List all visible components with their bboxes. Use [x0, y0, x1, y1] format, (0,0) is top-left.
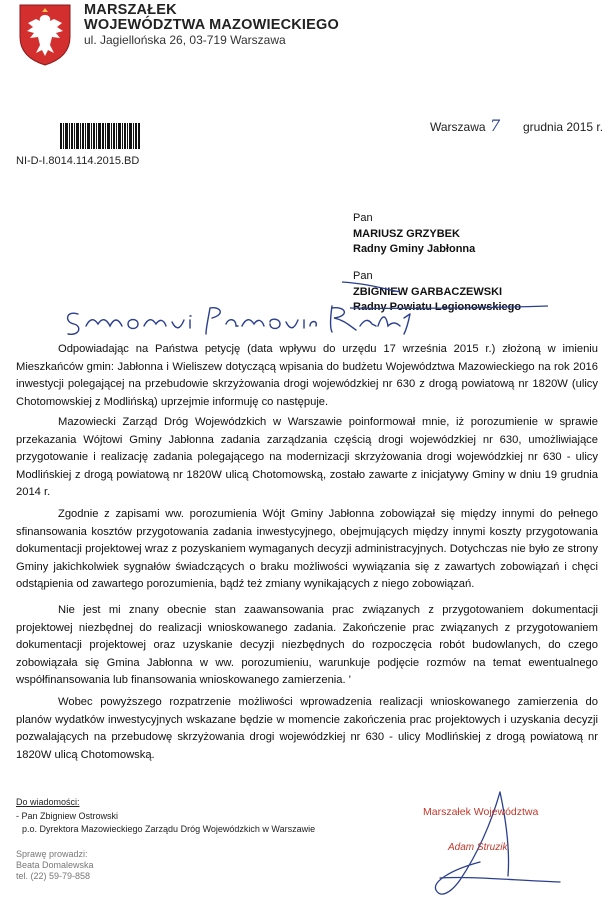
body-paragraph-4: Nie jest mi znany obecnie stan zaawansowania prac związanych z przygotowaniem dokumentacji projektowej niezbędnej do realizacji wnioskowanego zadania. Zakończenie prac związanych z przygotowaniem dokumentacji projektowej oraz uzyskanie decyzji niezbędnych do rozpoczęcia robót budowlanych, do czego zobowiązała się Gmina Jabłonna w ww. porozumieniu, warunkuje podjęcie rozmów na temat ewentualnego współfinansowania lub finansowania wnioskowanego zamierzenia. ': [16, 604, 598, 687]
prepared-by-phone: tel. (22) 59-79-858: [16, 871, 91, 881]
stamp-name: Adam Struzik: [448, 842, 508, 853]
coat-of-arms-logo: [18, 3, 72, 67]
body-paragraph-5: Wobec powyższego rozpatrzenie możliwości wprowadzenia realizacji wnioskowanego zamierzenia do planów wydatków inwestycyjnych wskazane będzie w momencie zakończenia prac projektowych i uzyskania decyzji pozwalających na przebudowę skrzyżowania drogi wojewódzkiej nr 630 - ulicy Modlińskiej z drogą powiatową nr 1820W ulicą Chotomowską.: [16, 696, 598, 761]
date-day-handwritten: 7: [490, 116, 501, 135]
barcode: [60, 123, 140, 149]
authority-address: ul. Jagiellońska 26, 03-719 Warszawa: [84, 33, 286, 47]
recipient-2-title: Pan: [353, 270, 373, 282]
recipient-2-role: Radny Powiatu Legionowskiego: [353, 301, 522, 313]
recipient-1-role: Radny Gminy Jabłonna: [353, 243, 476, 255]
cc-line-1: - Pan Zbigniew Ostrowski: [16, 811, 119, 821]
authority-name-line2: WOJEWÓDZTWA MAZOWIECKIEGO: [84, 17, 339, 33]
stamp-title: Marszałek Województwa: [423, 806, 539, 818]
body-paragraph-3: Zgodnie z zapisami ww. porozumienia Wójt Gminy Jabłonna zobowiązał się między innymi do pełnego sfinansowania kosztów przygotowania zadania inwestycyjnego, obejmujących między innymi koszty przygotowania dokumentacji projektowej wraz z pozyskaniem wymaganych decyzji administracyjnych. Dotychczas nie było ze strony Gminy jakichkolwiek sygnałów świadczących o braku możliwości wywiązania się z zawartych zobowiązań i chęci odstąpienia od zawartego porozumienia, bądź też zmiany wynikających z niego zobowiązań.: [16, 508, 598, 591]
body-paragraph-1: Odpowiadając na Państwa petycję (data wpływu do urzędu 17 września 2015 r.) złożoną w imieniu Mieszkańców gmin: Jabłonna i Wieliszew dotyczącą wpisania do budżetu Województwa Mazowieckiego na rok 2016 inwestycji polegającej na przebudowie skrzyżowania drogi wojewódzkiej nr 630 z drogą powiatową nr 1820W (ulicy Chotomowskiej z Modlińską) uprzejmie informuję co następuje.: [16, 343, 598, 408]
prepared-by-label: Sprawę prowadzi:: [16, 849, 88, 859]
recipient-1-name: MARIUSZ GRZYBEK: [353, 228, 460, 240]
date-city: Warszawa: [430, 120, 486, 134]
handwritten-salutation: [60, 296, 420, 342]
date-month-year: grudnia 2015 r.: [523, 120, 604, 134]
authority-name-line1: MARSZAŁEK: [84, 2, 177, 18]
cc-line-2: p.o. Dyrektora Mazowieckiego Zarządu Dróg Wojewódzkich w Warszawie: [22, 824, 316, 834]
recipient-2-name: ZBIGNIEW GARBACZEWSKI: [353, 286, 503, 298]
prepared-by-name: Beata Domalewska: [16, 860, 94, 870]
cc-label: Do wiadomości:: [16, 797, 80, 807]
recipient-1-title: Pan: [353, 212, 373, 224]
reference-number: NI-D-I.8014.114.2015.BD: [16, 155, 140, 167]
body-paragraph-2: Mazowiecki Zarząd Dróg Wojewódzkich w Warszawie poinformował mnie, iż porozumienie w sprawie przekazania Wójtowi Gminy Jabłonna zadania zarządzania częścią drogi wojewódzkiej nr 630, umożliwiające przygotowanie i realizację zadania polegającego na modernizacji skrzyżowania drogi wojewódzkiej nr 630 - ulicy Modlińskiej z drogą powiatową nr 1820W ulicą Chotomowską, zostało zawarte z inicjatywy Gminy w dniu 19 grudnia 2014 r.: [16, 416, 598, 499]
